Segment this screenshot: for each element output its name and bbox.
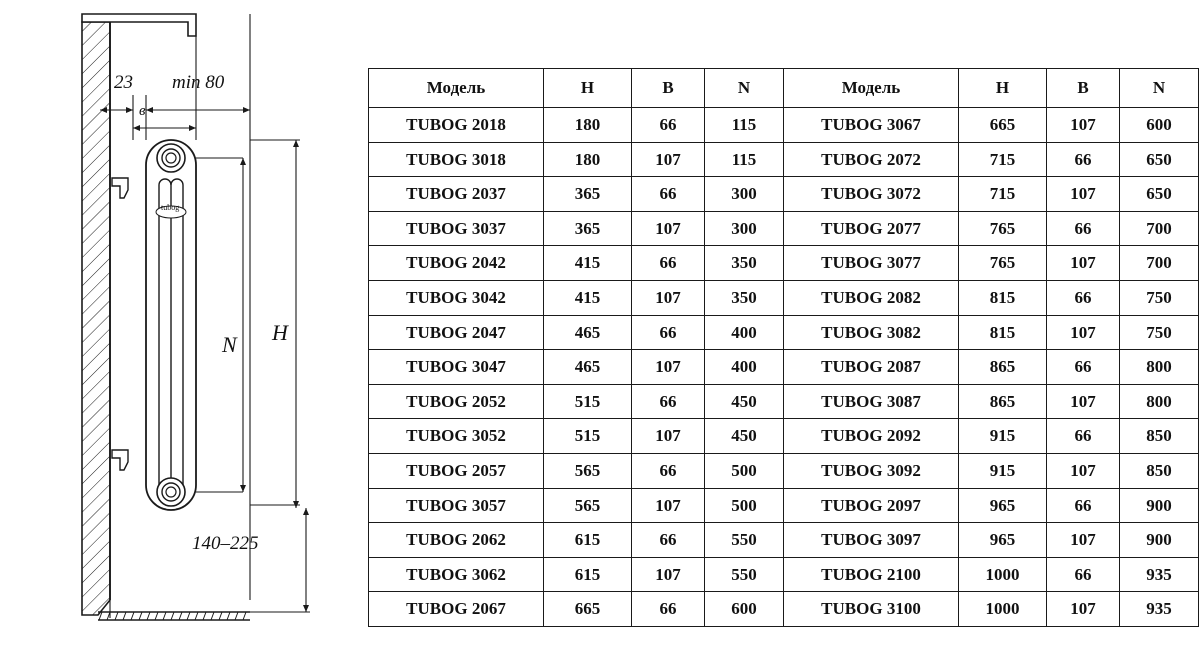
table-cell: 500 (705, 453, 784, 488)
col-header-model-left: Модель (369, 69, 544, 108)
table-cell: 715 (959, 177, 1047, 212)
table-cell: 765 (959, 246, 1047, 281)
table-cell: 180 (544, 142, 632, 177)
table-cell: 615 (544, 557, 632, 592)
table-cell: 850 (1120, 419, 1199, 454)
table-header (369, 69, 1199, 108)
table-cell: TUBOG 2067 (369, 592, 544, 627)
table-cell: 665 (959, 108, 1047, 143)
table-cell: 800 (1120, 384, 1199, 419)
table-cell: 850 (1120, 453, 1199, 488)
table-cell: TUBOG 3057 (369, 488, 544, 523)
table-row (369, 108, 1199, 143)
table-cell: 650 (1120, 142, 1199, 177)
table-cell: TUBOG 2082 (784, 280, 959, 315)
radiator-body (146, 140, 196, 510)
table-cell: TUBOG 2087 (784, 350, 959, 385)
table-cell: 965 (959, 488, 1047, 523)
table-cell: TUBOG 3092 (784, 453, 959, 488)
table-cell: 66 (632, 246, 705, 281)
table-cell: TUBOG 2042 (369, 246, 544, 281)
table-cell: 1000 (959, 592, 1047, 627)
dim-label-23: 23 (114, 72, 133, 93)
table-cell: 66 (1047, 488, 1120, 523)
table-cell: TUBOG 3097 (784, 523, 959, 558)
col-header-n-left: N (705, 69, 784, 108)
table-row (369, 315, 1199, 350)
dim-label-b: в (139, 103, 146, 119)
table-cell: 400 (705, 350, 784, 385)
col-header-n-right: N (1120, 69, 1199, 108)
table-row (369, 246, 1199, 281)
table-cell: 66 (632, 177, 705, 212)
radiator-brand-label: tubog (161, 203, 180, 212)
table-cell: 900 (1120, 523, 1199, 558)
table-cell: TUBOG 2097 (784, 488, 959, 523)
table-cell: 66 (632, 315, 705, 350)
table-cell: TUBOG 2062 (369, 523, 544, 558)
table-cell: 107 (632, 350, 705, 385)
table-cell: 115 (705, 108, 784, 143)
table-cell: TUBOG 3087 (784, 384, 959, 419)
table-cell: TUBOG 3067 (784, 108, 959, 143)
table-cell: 107 (1047, 315, 1120, 350)
table-row (369, 557, 1199, 592)
table-row (369, 142, 1199, 177)
table-cell: 107 (632, 142, 705, 177)
table-cell: 66 (632, 453, 705, 488)
model-dimensions-table-panel (368, 68, 1172, 627)
table-cell: 107 (1047, 592, 1120, 627)
table-cell: 800 (1120, 350, 1199, 385)
floor-line (98, 612, 250, 620)
table-cell: 935 (1120, 592, 1199, 627)
table-cell: 500 (705, 488, 784, 523)
table-row (369, 280, 1199, 315)
table-cell: 107 (1047, 177, 1120, 212)
table-cell: 1000 (959, 557, 1047, 592)
table-cell: TUBOG 3042 (369, 280, 544, 315)
col-header-b-right: B (1047, 69, 1120, 108)
table-cell: TUBOG 3052 (369, 419, 544, 454)
table-cell: 66 (632, 384, 705, 419)
table-row (369, 592, 1199, 627)
table-cell: 665 (544, 592, 632, 627)
table-cell: 66 (1047, 211, 1120, 246)
table-cell: 515 (544, 419, 632, 454)
table-cell: 350 (705, 280, 784, 315)
table-cell: 107 (1047, 246, 1120, 281)
table-cell: 600 (1120, 108, 1199, 143)
col-header-h-right: H (959, 69, 1047, 108)
table-cell: 565 (544, 488, 632, 523)
table-cell: 865 (959, 350, 1047, 385)
table-cell: 66 (632, 108, 705, 143)
table-cell: 415 (544, 280, 632, 315)
table-cell: 865 (959, 384, 1047, 419)
table-cell: TUBOG 2037 (369, 177, 544, 212)
table-cell: 915 (959, 419, 1047, 454)
table-cell: TUBOG 3047 (369, 350, 544, 385)
dim-label-depth-range: 140–225 (192, 533, 259, 554)
table-cell: 180 (544, 108, 632, 143)
table-cell: TUBOG 2052 (369, 384, 544, 419)
table-cell: TUBOG 2092 (784, 419, 959, 454)
table-cell: TUBOG 3082 (784, 315, 959, 350)
table-header-row (369, 69, 1199, 108)
col-header-h-left: H (544, 69, 632, 108)
table-cell: 107 (632, 211, 705, 246)
table-cell: 107 (1047, 523, 1120, 558)
table-cell: TUBOG 3037 (369, 211, 544, 246)
dimension-lines (100, 14, 310, 618)
table-cell: 107 (632, 557, 705, 592)
table-cell: 300 (705, 177, 784, 212)
table-cell: 750 (1120, 315, 1199, 350)
table-row (369, 419, 1199, 454)
table-cell: 750 (1120, 280, 1199, 315)
col-header-b-left: B (632, 69, 705, 108)
table-cell: 350 (705, 246, 784, 281)
drawing-svg (0, 0, 360, 650)
table-cell: 765 (959, 211, 1047, 246)
table-cell: 900 (1120, 488, 1199, 523)
table-cell: 107 (632, 280, 705, 315)
table-cell: 450 (705, 384, 784, 419)
table-row (369, 350, 1199, 385)
table-row (369, 384, 1199, 419)
table-cell: TUBOG 3062 (369, 557, 544, 592)
table-cell: TUBOG 2072 (784, 142, 959, 177)
table-cell: 66 (1047, 142, 1120, 177)
table-cell: 107 (1047, 453, 1120, 488)
table-cell: 550 (705, 557, 784, 592)
table-cell: 700 (1120, 211, 1199, 246)
table-cell: 465 (544, 315, 632, 350)
radiator-technical-drawing (0, 0, 360, 650)
table-cell: TUBOG 3018 (369, 142, 544, 177)
table-cell: 66 (1047, 419, 1120, 454)
model-dimensions-table (368, 68, 1199, 627)
table-cell: 400 (705, 315, 784, 350)
table-body (369, 108, 1199, 627)
table-cell: 650 (1120, 177, 1199, 212)
table-cell: TUBOG 3077 (784, 246, 959, 281)
table-cell: 700 (1120, 246, 1199, 281)
table-cell: 615 (544, 523, 632, 558)
table-cell: 565 (544, 453, 632, 488)
dim-label-h: H (272, 320, 288, 345)
table-cell: 715 (959, 142, 1047, 177)
table-row (369, 177, 1199, 212)
table-cell: 107 (632, 488, 705, 523)
table-cell: 935 (1120, 557, 1199, 592)
table-cell: 815 (959, 315, 1047, 350)
table-cell: 107 (632, 419, 705, 454)
table-cell: TUBOG 2047 (369, 315, 544, 350)
table-cell: 365 (544, 177, 632, 212)
dim-label-min-80: min 80 (172, 72, 225, 93)
table-cell: TUBOG 3100 (784, 592, 959, 627)
table-cell: 107 (1047, 384, 1120, 419)
wall-brackets (112, 178, 128, 470)
table-row (369, 523, 1199, 558)
table-cell: TUBOG 2018 (369, 108, 544, 143)
table-cell: 550 (705, 523, 784, 558)
table-cell: 515 (544, 384, 632, 419)
table-row (369, 453, 1199, 488)
table-cell: 66 (1047, 350, 1120, 385)
table-cell: 915 (959, 453, 1047, 488)
dim-label-n: N (222, 332, 237, 357)
table-cell: 450 (705, 419, 784, 454)
table-row (369, 211, 1199, 246)
table-cell: 600 (705, 592, 784, 627)
table-cell: TUBOG 2100 (784, 557, 959, 592)
table-cell: 415 (544, 246, 632, 281)
table-cell: 965 (959, 523, 1047, 558)
table-cell: 66 (632, 592, 705, 627)
table-cell: TUBOG 2077 (784, 211, 959, 246)
table-cell: 66 (1047, 280, 1120, 315)
table-cell: 107 (1047, 108, 1120, 143)
table-cell: 66 (632, 523, 705, 558)
table-cell: TUBOG 3072 (784, 177, 959, 212)
table-row (369, 488, 1199, 523)
table-cell: 115 (705, 142, 784, 177)
table-cell: 66 (1047, 557, 1120, 592)
table-cell: 815 (959, 280, 1047, 315)
table-cell: 300 (705, 211, 784, 246)
table-cell: 465 (544, 350, 632, 385)
col-header-model-right: Модель (784, 69, 959, 108)
table-cell: 365 (544, 211, 632, 246)
table-cell: TUBOG 2057 (369, 453, 544, 488)
